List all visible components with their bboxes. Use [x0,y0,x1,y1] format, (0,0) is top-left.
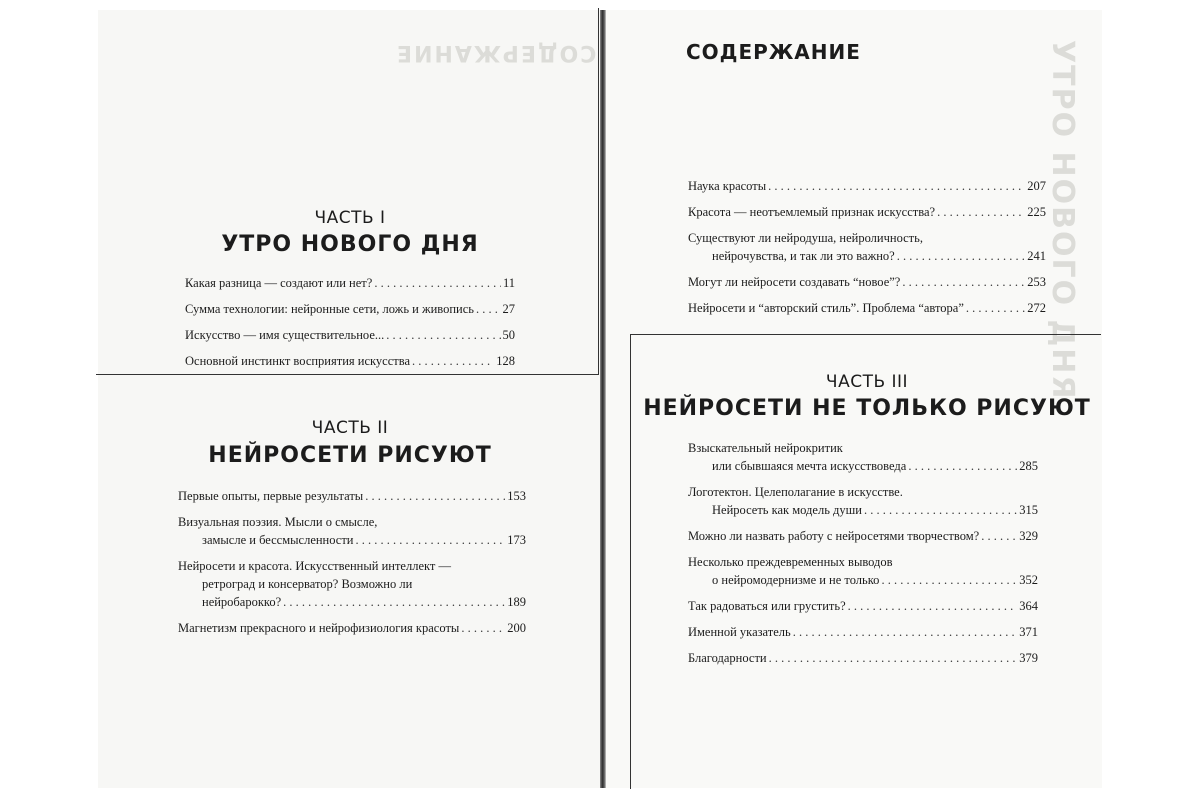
dot-leader [881,571,1017,589]
dot-leader [356,531,506,549]
toc-entry [178,513,526,549]
show-through-text: СОДЕРЖАНИЕ [395,40,597,65]
toc-entry-text: Красота — неотъемлемый признак искусства? [688,205,936,219]
toc-entry [178,557,526,611]
page-number: 364 [1019,599,1038,613]
toc-entry [688,203,1046,221]
page-number: 285 [1019,459,1038,473]
dot-leader [386,326,500,344]
toc-entry-text: нейробарокко? [202,595,282,609]
dot-leader [937,203,1025,221]
page-number: 225 [1027,205,1046,219]
dot-leader [768,177,1025,195]
dot-leader [848,597,1018,615]
page-number: 50 [502,328,515,342]
toc-entry-text: Нейросеть как модель души [712,503,862,517]
toc-entry-text: Первые опыты, первые результаты [178,489,364,503]
dot-leader [966,299,1025,317]
toc-entry-text: нейрочувства, и так ли это важно? [712,249,895,263]
toc-entry-text: Какая разница — создают или нет? [185,276,373,290]
dot-leader [793,623,1018,641]
dot-leader [864,501,1017,519]
page-number: 189 [507,595,526,609]
toc-entry-text: Основной инстинкт восприятия искусства [185,354,410,368]
toc-entry [688,273,1046,291]
page-number: 272 [1027,301,1046,315]
page-number: 128 [496,354,515,368]
toc-entry-text: ретроград и консерватор? Возможно ли [202,577,413,591]
dot-leader [374,274,501,292]
toc-entry [185,274,515,292]
toc-part-3 [688,439,1038,675]
toc-entry-text: Существуют ли нейродуша, нейроличность, [688,231,923,245]
toc-entry [178,619,526,637]
toc-entry [178,487,526,505]
page-number: 379 [1019,651,1038,665]
toc-entry [688,649,1038,667]
part-3-label: ЧАСТЬ III [825,372,909,392]
toc-entry-text: или сбывшаяся мечта искусствоведа [712,459,907,473]
toc-entry [185,300,515,318]
toc-entry-text: Нейросети и “авторский стиль”. Проблема “автора” [688,301,964,315]
dot-leader [412,352,494,370]
toc-entry [688,623,1038,641]
toc-entry [688,553,1038,589]
toc-entry [688,177,1046,195]
page-title: СОДЕРЖАНИЕ [686,40,861,64]
toc-part-1 [185,274,515,378]
toc-entry-text: Наука красоты [688,179,767,193]
page-number: 253 [1027,275,1046,289]
toc-entry-text: Искусство — имя существительное... [185,328,385,342]
toc-entry [185,326,515,344]
page-number: 27 [502,302,515,316]
toc-entry-text: Могут ли нейросети создавать “новое”? [688,275,901,289]
toc-entry-text: Логотектон. Целеполагание в искусстве. [688,485,903,499]
page-number: 173 [507,533,526,547]
toc-entry [688,597,1038,615]
toc-entry-text: Именной указатель [688,625,791,639]
page-number: 241 [1027,249,1046,263]
toc-part-2 [178,487,526,645]
toc-entry-text: Визуальная поэзия. Мысли о смысле, [178,515,378,529]
toc-entry [688,483,1038,519]
toc-entry [688,229,1046,265]
left-page [98,10,600,788]
dot-leader [461,619,505,637]
toc-entry-text: Взыскательный нейрокритик [688,441,843,455]
dot-leader [981,527,1017,545]
toc-entry [688,299,1046,317]
page-number: 371 [1019,625,1038,639]
toc-entry [185,352,515,370]
toc-entry [688,439,1038,475]
part-1-label: ЧАСТЬ I [314,208,386,228]
part-2-label: ЧАСТЬ II [311,418,389,438]
dot-leader [365,487,505,505]
part-1-title: УТРО НОВОГО ДНЯ [221,232,479,257]
toc-entry-text: Нейросети и красота. Искусственный интеллект — [178,559,451,573]
toc-continued [688,177,1046,325]
part-3-title: НЕЙРОСЕТИ НЕ ТОЛЬКО РИСУЮТ [643,396,1091,421]
page-number: 352 [1019,573,1038,587]
book-spine [600,10,606,788]
toc-entry-text: Благодарности [688,651,767,665]
page-number: 153 [507,489,526,503]
page-number: 11 [502,276,515,290]
toc-entry-text: Сумма технологии: нейронные сети, ложь и живопись [185,302,474,316]
part-2-title: НЕЙРОСЕТИ РИСУЮТ [208,443,492,468]
dot-leader [908,457,1017,475]
page-number: 315 [1019,503,1038,517]
show-through-text: УТРО НОВОГО ДНЯ [1045,40,1080,401]
dot-leader [476,300,501,318]
toc-entry-text: о нейромодернизме и не только [712,573,880,587]
page-number: 329 [1019,529,1038,543]
toc-entry-text: Можно ли назвать работу с нейросетями творчеством? [688,529,980,543]
dot-leader [897,247,1026,265]
dot-leader [769,649,1018,667]
page-number: 200 [507,621,526,635]
page-number: 207 [1027,179,1046,193]
dot-leader [283,593,505,611]
toc-entry [688,527,1038,545]
toc-entry-text: замысле и бессмысленности [202,533,354,547]
toc-entry-text: Несколько преждевременных выводов [688,555,893,569]
dot-leader [902,273,1025,291]
toc-entry-text: Так радоваться или грустить? [688,599,846,613]
toc-entry-text: Магнетизм прекрасного и нейрофизиология красоты [178,621,460,635]
